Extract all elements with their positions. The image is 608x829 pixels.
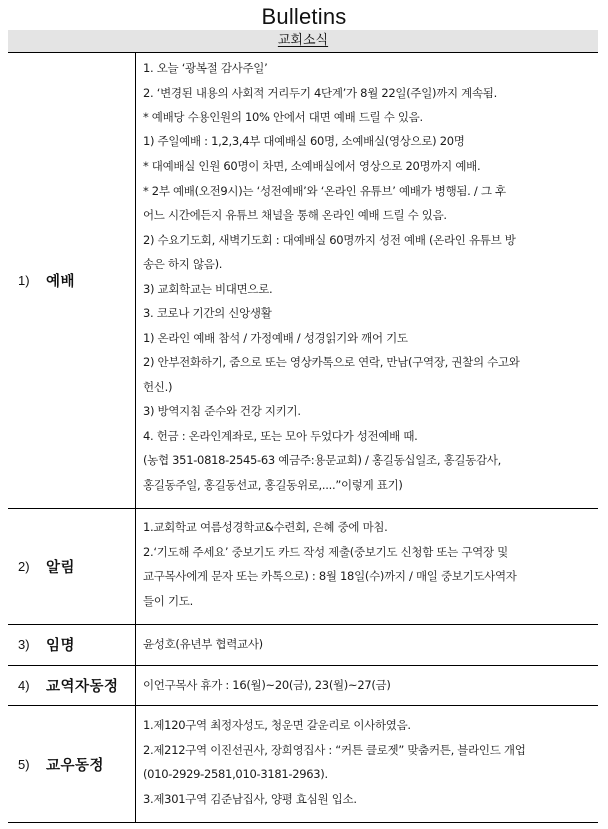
row-label: 교우동정 xyxy=(46,757,105,774)
content-line: 홍길동주일, 홍길동선교, 홍길동위로,....”이렇게 표기) xyxy=(143,478,403,492)
content-line: 들이 기도. xyxy=(143,594,193,608)
content-line: 1. 오늘 ‘광복절 감사주일’ xyxy=(143,61,268,75)
row-content xyxy=(136,624,598,665)
table-row-announcements xyxy=(8,508,598,625)
table-row-member-news xyxy=(8,706,598,823)
row-number: 2) xyxy=(18,558,30,574)
table-row-appointments xyxy=(8,624,598,666)
content-line: 2) 수요기도회, 새벽기도회 : 대예배실 60명까지 성전 예배 (온라인 유튜브 방 xyxy=(143,233,516,247)
content-line: 1) 온라인 예배 참석 / 가정예배 / 성경읽기와 깨어 기도 xyxy=(143,331,408,345)
row-content xyxy=(136,508,598,624)
content-line: 3.제301구역 김준남집사, 양평 효심원 입소. xyxy=(143,792,357,806)
row-content xyxy=(136,52,598,508)
content-line: 헌신.) xyxy=(143,380,173,394)
row-label: 예배 xyxy=(46,273,76,290)
row-label-cell xyxy=(8,666,136,705)
row-label-cell xyxy=(8,52,136,508)
content-line: (농협 351-0818-2545-63 예금주:용문교회) / 홍길동십일조, 홍길동감사, xyxy=(143,453,501,467)
content-line: 송은 하지 않음). xyxy=(143,257,223,271)
content-line: 어느 시간에든지 유튜브 채널을 통해 온라인 예배 드릴 수 있음. xyxy=(143,208,447,222)
row-label-cell xyxy=(8,624,136,665)
content-line: 1.제120구역 최정자성도, 청운면 갈운리로 이사하였음. xyxy=(143,718,411,732)
content-line: 3. 코로나 기간의 신앙생활 xyxy=(143,306,272,320)
table-row-worship xyxy=(8,52,598,509)
row-label-cell xyxy=(8,508,136,624)
row-number: 3) xyxy=(18,637,30,652)
row-label-cell xyxy=(8,706,136,822)
content-line: 4. 헌금 : 온라인계좌로, 또는 모아 두었다가 성전예배 때. xyxy=(143,429,418,443)
row-number: 5) xyxy=(18,756,30,772)
content-line: * 2부 예배(오전9시)는 ‘성전예배’와 ‘온라인 유튜브’ 예배가 병행됨. / 그 후 xyxy=(143,184,506,198)
row-number: 1) xyxy=(18,272,30,288)
row-label: 임명 xyxy=(46,638,76,654)
content-line: * 예배당 수용인원의 10% 안에서 대면 예배 드릴 수 있음. xyxy=(143,110,423,124)
content-line: 교구목사에게 문자 또는 카톡으로) : 8월 18일(수)까지 / 매일 중보기도사역자 xyxy=(143,569,517,583)
row-number: 4) xyxy=(18,678,30,693)
section-header-label: 교회소식 xyxy=(277,33,329,48)
content-line: 1) 주일예배 : 1,2,3,4부 대예배실 60명, 소예배실(영상으로) 20명 xyxy=(143,134,465,148)
content-line: 2. ‘변경된 내용의 사회적 거리두기 4단계’가 8월 22일(주일)까지 계속됨. xyxy=(143,86,497,100)
content-line: 이언구목사 휴가 : 16(월)~20(금), 23(월)~27(금) xyxy=(143,678,391,692)
table-row-pastor-news xyxy=(8,666,598,706)
content-line: 1.교회학교 여름성경학교&수련회, 은혜 중에 마침. xyxy=(143,520,388,534)
row-label: 교역자동정 xyxy=(46,679,119,695)
content-line: 3) 교회학교는 비대면으로. xyxy=(143,282,273,296)
row-content xyxy=(136,706,598,822)
content-line: 2.제212구역 이진선권사, 장희영집사 : “커튼 클로젯” 맞춤커튼, 블라인드 개업 xyxy=(143,743,526,757)
content-line: 윤성호(유년부 협력교사) xyxy=(143,637,263,651)
section-header xyxy=(8,30,598,53)
content-line: 2) 안부전화하기, 줌으로 또는 영상카톡으로 연락, 만남(구역장, 권찰의 수고와 xyxy=(143,355,520,369)
row-label: 알림 xyxy=(46,559,76,576)
content-line: * 대예배실 인원 60명이 차면, 소예배실에서 영상으로 20명까지 예배. xyxy=(143,159,481,173)
content-line: 2.‘기도해 주세요’ 중보기도 카드 작성 제출(중보기도 신청함 또는 구역장 및 xyxy=(143,545,508,559)
page-title: Bulletins xyxy=(261,4,347,29)
content-line: (010-2929-2581,010-3181-2963). xyxy=(143,767,328,781)
row-content xyxy=(136,666,598,705)
content-line: 3) 방역지침 준수와 건강 지키기. xyxy=(143,404,301,418)
